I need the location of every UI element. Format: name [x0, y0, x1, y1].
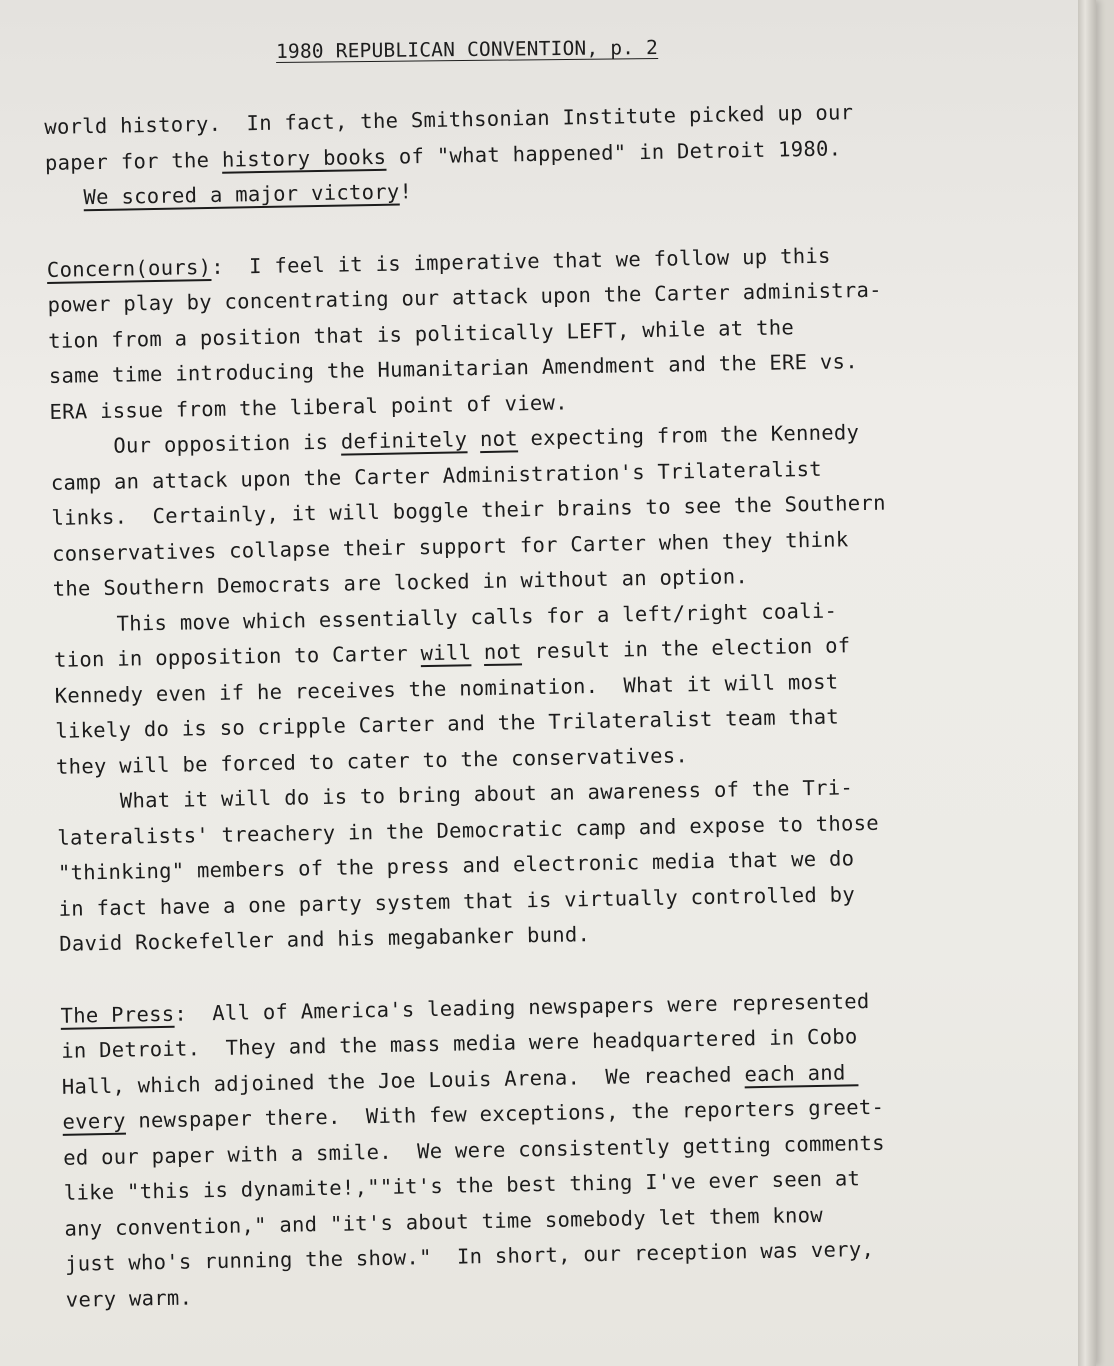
line-text: Kennedy even if he receives the nomination. What it will most	[54, 669, 839, 708]
line-text: of "what happened" in Detroit 1980.	[386, 135, 842, 169]
space	[467, 427, 480, 451]
line-text: tion in opposition to Carter	[53, 641, 421, 672]
line-text: ed our paper with a smile. We were consistently getting comments	[62, 1130, 886, 1170]
underlined-victory: We scored a major victory	[83, 179, 400, 210]
underlined-not: not	[483, 639, 523, 665]
underlined-history-books: history books	[221, 144, 387, 172]
line-text: any convention," and "it's about time somebody let them know	[64, 1202, 824, 1241]
line-text: paper for the	[44, 147, 223, 175]
line-text: very warm.	[65, 1284, 193, 1312]
line-text: conservatives collapse their support for Carter when they think	[51, 526, 849, 566]
line-text: like "this is dynamite!,""it's the best thing I've ever seen at	[63, 1166, 861, 1205]
line-text: they will be forced to cater to the conservatives.	[55, 742, 689, 779]
line-text: Our opposition is	[49, 429, 342, 459]
document-body	[44, 92, 1066, 1318]
underlined-not: not	[479, 426, 519, 452]
line-text: just who's running the show." In short, our reception was very,	[64, 1236, 875, 1276]
line-text: same time introducing the Humanitarian Amendment and the ERE vs.	[48, 349, 859, 388]
line-text: power play by concentrating our attack upon the Carter administra-	[47, 277, 883, 317]
line-text: "thinking" members of the press and electronic media that we do	[57, 846, 855, 885]
line-text: likely do is so cripple Carter and the Trilateralist team that	[55, 704, 840, 743]
line-text: links. Certainly, it will boggle their brains to see the Southern	[51, 490, 886, 530]
line-text: tion from a position that is politically LEFT, while at the	[48, 314, 795, 353]
line-text: ERA issue from the liberal point of view.	[49, 389, 568, 424]
line-text: in Detroit. They and the mass media were headquartered in Cobo	[61, 1024, 858, 1063]
line-text: the Southern Democrats are locked in without an option.	[52, 564, 749, 601]
line-text: expecting from the Kennedy	[517, 420, 860, 451]
line-text: What it will do is to bring about an awareness of the Tri-	[56, 775, 854, 814]
line-text: camp an attack upon the Carter Administration's Trilateralist	[50, 456, 823, 495]
line-text: in fact have a one party system that is virtually controlled by	[58, 881, 856, 921]
line-text: Hall, which adjoined the Joe Louis Arena. We reached	[61, 1061, 745, 1099]
underlined-every: every	[62, 1108, 126, 1134]
concern-heading: Concern(ours)	[46, 254, 212, 282]
line-text: newspaper there. With few exceptions, the reporters greet-	[125, 1094, 885, 1133]
press-heading: The Press	[60, 1001, 175, 1028]
space	[471, 640, 484, 664]
underlined-definitely: definitely	[340, 427, 468, 454]
underlined-will: will	[420, 640, 472, 666]
line-text: result in the election of	[521, 633, 851, 664]
line-text: !	[399, 179, 413, 204]
page-edge-stack	[1078, 0, 1096, 1366]
line-text: David Rockefeller and his megabanker bund.	[59, 922, 591, 956]
line-text: This move which essentially calls for a left/right coali-	[53, 598, 838, 637]
page-header: 1980 REPUBLICAN CONVENTION, p. 2	[275, 35, 659, 63]
underlined-each-and: each and	[744, 1059, 859, 1086]
line-text: : All of America's leading newspapers were represented	[174, 988, 870, 1026]
indent	[45, 185, 83, 210]
line-text: lateralists' treachery in the Democratic camp and expose to those	[57, 810, 880, 850]
line-text: : I feel it is imperative that we follow up this	[211, 243, 831, 279]
line-text: world history. In fact, the Smithsonian Institute picked up our	[44, 100, 854, 139]
